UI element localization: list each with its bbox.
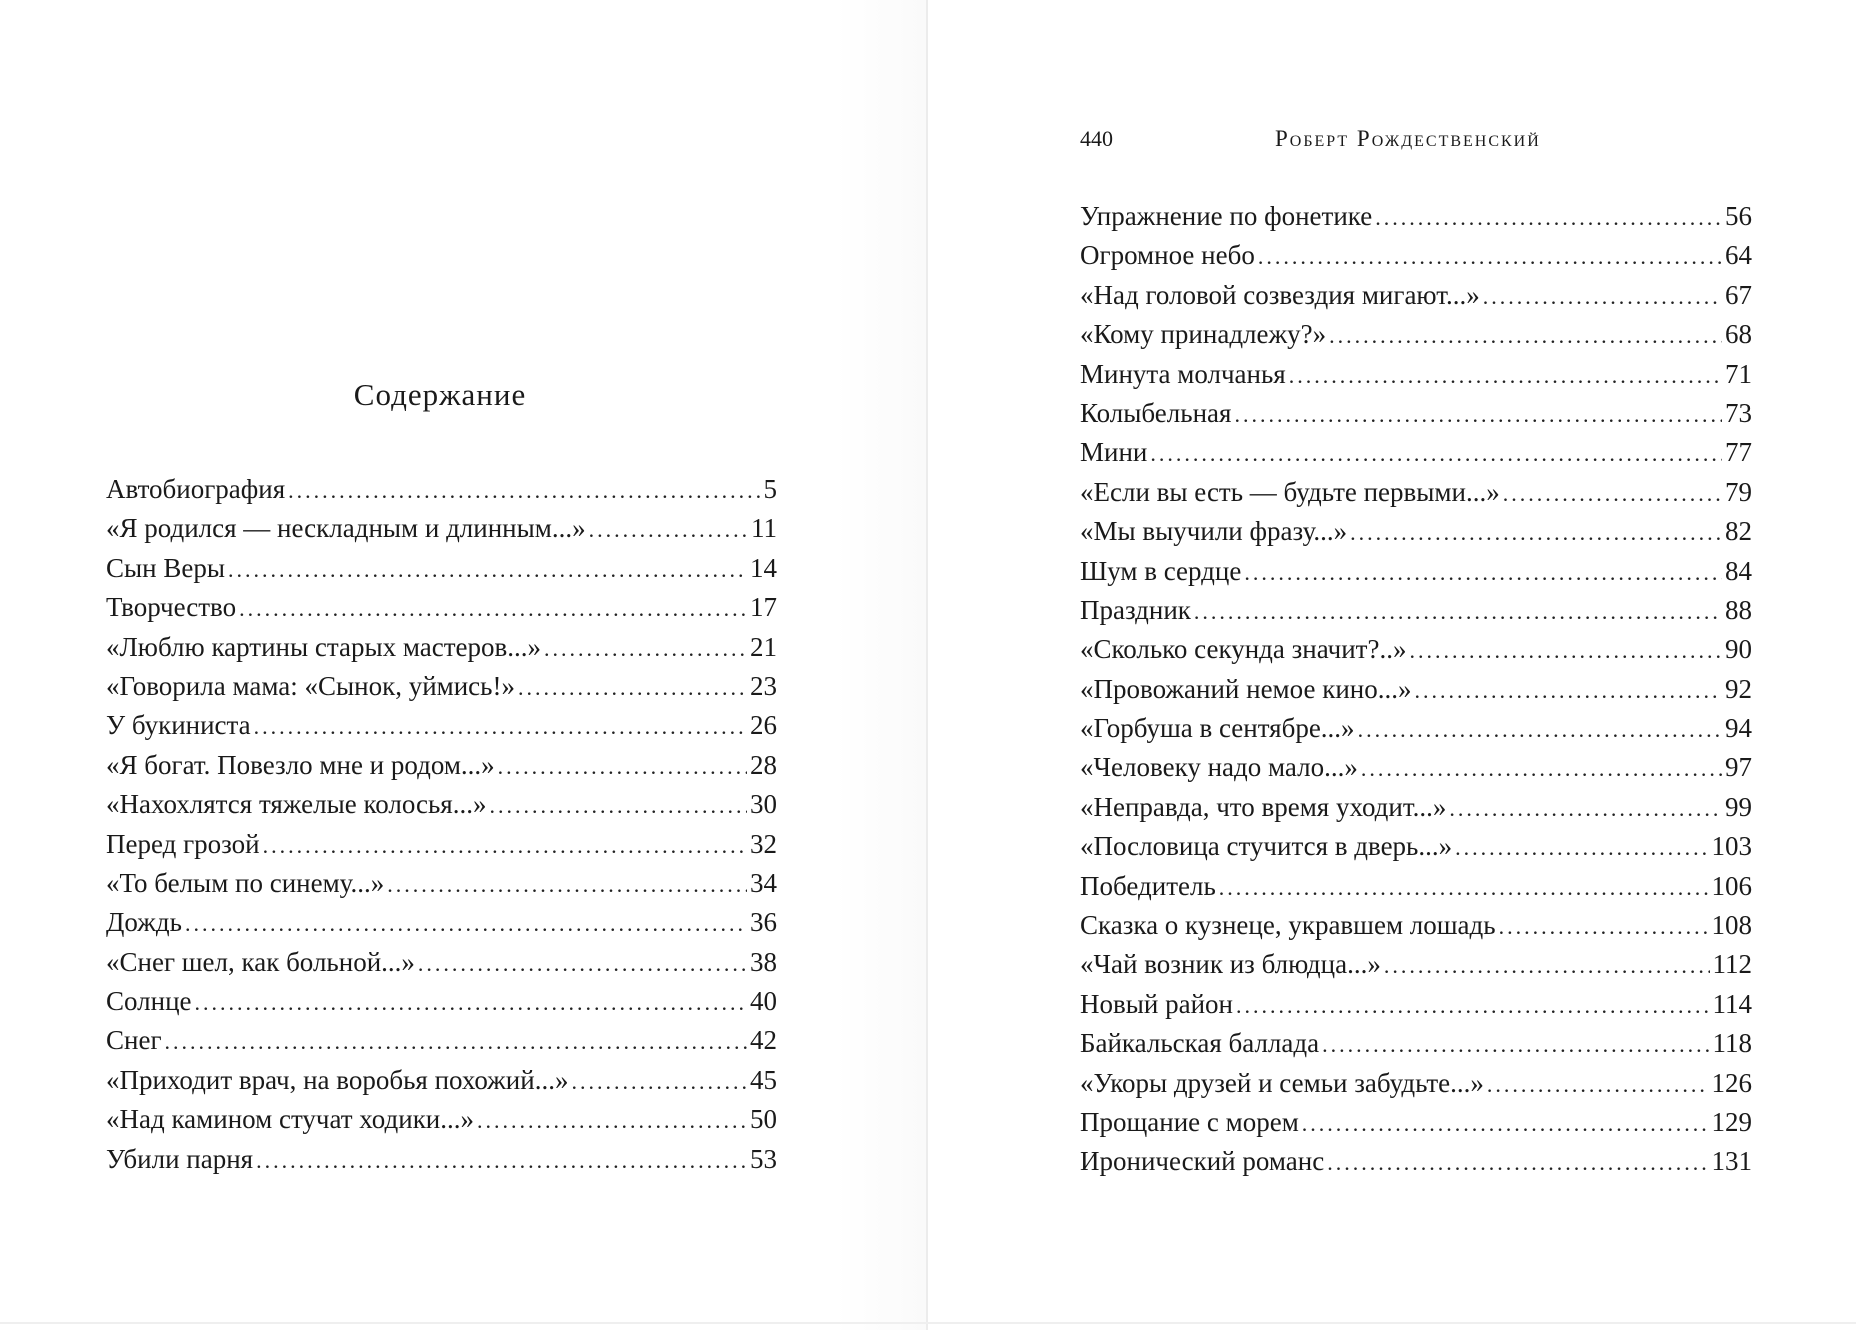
left-page (0, 0, 927, 1330)
toc-entry (1080, 394, 1752, 433)
toc-dot-leader (477, 1101, 747, 1140)
toc-entry-page: 129 (1711, 1106, 1752, 1137)
toc-dot-leader (1244, 553, 1722, 592)
toc-dot-leader (489, 786, 747, 825)
toc-entry-title: Шум в сердце (1080, 555, 1242, 586)
toc-entry-page: 67 (1725, 279, 1752, 310)
toc-entry (1080, 1142, 1752, 1181)
toc-entry-page: 14 (750, 552, 777, 583)
toc-entry-title: «Приходит врач, на воробья похожий...» (106, 1064, 569, 1095)
toc-entry-page: 26 (750, 710, 777, 741)
toc-entry-page: 32 (750, 828, 777, 859)
toc-dot-leader (1483, 277, 1722, 316)
toc-entry-page: 17 (750, 592, 777, 623)
toc-entry-page: 84 (1725, 555, 1752, 586)
toc-entry-title: «Неправда, что время уходит...» (1080, 791, 1447, 822)
toc-entry-page: 94 (1725, 713, 1752, 744)
toc-dot-leader (589, 510, 748, 549)
toc-dot-leader (1361, 749, 1722, 788)
toc-entry-page: 112 (1712, 949, 1752, 980)
page-bottom-edge (0, 1322, 1856, 1324)
toc-dot-leader (256, 1141, 747, 1180)
toc-entry-page: 88 (1725, 594, 1752, 625)
toc-dot-leader (571, 1062, 747, 1101)
toc-dot-leader (1375, 198, 1722, 237)
toc-entry-page: 73 (1725, 397, 1752, 428)
toc-entry (106, 1021, 777, 1060)
toc-entry-page: 90 (1725, 634, 1752, 665)
toc-entry-title: Снег (106, 1025, 162, 1056)
toc-entry-title: Творчество (106, 592, 237, 623)
toc-entry-title: «Мы выучили фразу...» (1080, 516, 1348, 547)
toc-entry-page: 42 (750, 1025, 777, 1056)
toc-entry-title: Дождь (106, 907, 182, 938)
toc-entry-title: Солнце (106, 986, 192, 1017)
toc-dot-leader (185, 904, 747, 943)
toc-entry (1080, 709, 1752, 748)
toc-entry-page: 106 (1711, 870, 1752, 901)
toc-entry-title: «Провожаний немое кино...» (1080, 673, 1412, 704)
toc-entry-title: «Сколько секунда значит?..» (1080, 634, 1407, 665)
toc-entry-title: У букиниста (106, 710, 251, 741)
toc-dot-leader (1503, 474, 1722, 513)
toc-entry-title: Огромное небо (1080, 240, 1255, 271)
toc-entry-page: 36 (750, 907, 777, 938)
toc-entry-page: 56 (1725, 201, 1752, 231)
toc-entry-page: 64 (1725, 240, 1752, 271)
toc-dot-leader (1322, 1025, 1709, 1064)
toc-dot-leader (228, 550, 747, 589)
toc-entry-page: 53 (750, 1143, 777, 1174)
toc-entry-title: Байкальская баллада (1080, 1028, 1320, 1059)
toc-entry-page: 45 (750, 1064, 777, 1095)
toc-entry (106, 628, 777, 667)
toc-dot-leader (254, 707, 747, 746)
toc-list-left (106, 470, 777, 1179)
toc-entry-title: «Если вы есть — будьте первыми...» (1080, 476, 1500, 507)
toc-entry-title: Прощание с морем (1080, 1106, 1299, 1137)
toc-dot-leader (1358, 710, 1722, 749)
toc-dot-leader (1236, 986, 1710, 1025)
toc-entry-page: 108 (1711, 910, 1752, 941)
toc-entry (106, 588, 777, 627)
toc-entry (1080, 748, 1752, 787)
toc-dot-leader (1449, 789, 1722, 828)
toc-entry (1080, 985, 1752, 1024)
toc-entry (106, 509, 777, 548)
toc-dot-leader (1258, 237, 1722, 276)
toc-entry-title: Сказка о кузнеце, укравшем лошадь (1080, 910, 1496, 941)
toc-entry-page: 68 (1725, 319, 1752, 350)
toc-entry-page: 118 (1712, 1028, 1752, 1059)
toc-entry (1080, 1024, 1752, 1063)
toc-dot-leader (1409, 631, 1722, 670)
toc-entry (106, 1100, 777, 1139)
page-title: Содержание (353, 376, 527, 412)
toc-entry-title: Упражнение по фонетике (1080, 201, 1373, 231)
toc-dot-leader (1487, 1065, 1709, 1104)
toc-entry-title: «Люблю картины старых мастеров...» (106, 631, 542, 662)
toc-entry (1080, 906, 1752, 945)
toc-entry (1080, 512, 1752, 551)
toc-entry-title: Сын Веры (106, 552, 225, 583)
toc-entry-page: 131 (1711, 1146, 1752, 1177)
toc-entry-title: «Человеку надо мало...» (1080, 752, 1358, 783)
toc-dot-leader (1289, 356, 1722, 395)
toc-entry-page: 30 (750, 789, 777, 820)
toc-entry-page: 23 (750, 670, 777, 701)
toc-entry-title: Колыбельная (1080, 397, 1232, 428)
toc-list-right (1080, 197, 1752, 1182)
toc-entry-page: 97 (1725, 752, 1752, 783)
toc-entry-page: 21 (750, 631, 777, 662)
toc-entry-page: 114 (1712, 988, 1752, 1019)
toc-entry-page: 92 (1725, 673, 1752, 704)
toc-entry (1080, 355, 1752, 394)
toc-entry-title: Новый район (1080, 988, 1233, 1019)
toc-entry-page: 99 (1725, 791, 1752, 822)
toc-dot-leader (387, 865, 747, 904)
toc-dot-leader (1414, 671, 1722, 710)
toc-dot-leader (1329, 316, 1722, 355)
toc-entry-title: «Говорила мама: «Сынок, уймись!» (106, 670, 515, 701)
toc-entry-page: 79 (1725, 476, 1752, 507)
toc-entry (1080, 1064, 1752, 1103)
toc-entry (1080, 1103, 1752, 1142)
toc-entry-page: 28 (750, 749, 777, 780)
toc-entry-title: «То белым по синему...» (106, 867, 385, 898)
toc-entry (106, 903, 777, 942)
toc-entry-page: 50 (750, 1104, 777, 1135)
toc-entry-title: «Кому принадлежу?» (1080, 319, 1327, 350)
toc-entry-page: 103 (1711, 831, 1752, 862)
toc-entry (106, 746, 777, 785)
toc-entry-title: Перед грозой (106, 828, 260, 859)
toc-dot-leader (239, 589, 747, 628)
toc-entry (1080, 827, 1752, 866)
toc-entry (1080, 433, 1752, 472)
toc-entry-page: 34 (750, 867, 777, 898)
toc-entry (106, 785, 777, 824)
toc-entry-title: Минута молчанья (1080, 358, 1286, 389)
toc-entry-page: 71 (1725, 358, 1752, 389)
toc-entry (1080, 236, 1752, 275)
toc-dot-leader (418, 944, 747, 983)
toc-entry-page: 77 (1725, 437, 1752, 468)
toc-dot-leader (1302, 1104, 1709, 1143)
toc-entry (1080, 945, 1752, 984)
toc-entry-title: «Я богат. Повезло мне и родом...» (106, 749, 495, 780)
toc-dot-leader (195, 983, 747, 1022)
toc-entry-title: «Над головой созвездия мигают...» (1080, 279, 1480, 310)
toc-entry-page: 11 (751, 513, 777, 544)
toc-dot-leader (1327, 1143, 1708, 1182)
toc-entry-title: «Над камином стучат ходики...» (106, 1104, 475, 1135)
toc-entry (1080, 788, 1752, 827)
toc-entry-page: 126 (1711, 1067, 1752, 1098)
toc-entry-title: «Пословица стучится в дверь...» (1080, 831, 1453, 862)
toc-entry-title: Иронический романс (1080, 1146, 1325, 1177)
toc-entry-page: 40 (750, 986, 777, 1017)
toc-entry-page: 5 (763, 474, 777, 504)
toc-entry (106, 864, 777, 903)
toc-entry (106, 470, 777, 509)
toc-entry (106, 667, 777, 706)
toc-entry (106, 982, 777, 1021)
page-number: 440 (1080, 126, 1113, 151)
toc-entry-title: «Я родился — нескладным и длинным...» (106, 513, 586, 544)
toc-dot-leader (1455, 828, 1708, 867)
toc-entry (1080, 473, 1752, 512)
toc-entry-title: «Чай возник из блюдца...» (1080, 949, 1381, 980)
toc-dot-leader (498, 747, 747, 786)
toc-entry (106, 825, 777, 864)
toc-entry-title: «Горбуша в сентябре...» (1080, 713, 1355, 744)
toc-entry (1080, 315, 1752, 354)
toc-dot-leader (1350, 513, 1722, 552)
toc-entry (1080, 867, 1752, 906)
toc-entry-title: «Нахохлятся тяжелые колосья...» (106, 789, 487, 820)
toc-entry-title: «Укоры друзей и семьи забудьте...» (1080, 1067, 1484, 1098)
toc-dot-leader (165, 1022, 747, 1061)
toc-dot-leader (1219, 868, 1709, 907)
toc-entry-title: Праздник (1080, 594, 1191, 625)
toc-entry (106, 943, 777, 982)
toc-entry (1080, 591, 1752, 630)
toc-entry-title: Победитель (1080, 870, 1216, 901)
toc-entry-title: Убили парня (106, 1143, 254, 1174)
toc-dot-leader (263, 826, 747, 865)
toc-dot-leader (518, 668, 747, 707)
toc-entry (1080, 276, 1752, 315)
toc-entry (1080, 197, 1752, 236)
toc-entry (106, 706, 777, 745)
toc-entry-page: 38 (750, 946, 777, 977)
toc-dot-leader (1384, 946, 1710, 985)
toc-entry-page: 82 (1725, 516, 1752, 547)
toc-entry (1080, 630, 1752, 669)
toc-dot-leader (1194, 592, 1722, 631)
toc-dot-leader (288, 471, 760, 510)
toc-entry (106, 1140, 777, 1179)
toc-dot-leader (1234, 395, 1722, 434)
toc-dot-leader (544, 629, 747, 668)
toc-entry (1080, 670, 1752, 709)
toc-dot-leader (1150, 434, 1722, 473)
toc-dot-leader (1499, 907, 1709, 946)
toc-entry (106, 1061, 777, 1100)
toc-entry-title: Автобиография (106, 474, 286, 504)
toc-entry (106, 549, 777, 588)
author-name: Роберт Рождественский (1275, 126, 1541, 151)
toc-entry-title: «Снег шел, как больной...» (106, 946, 415, 977)
toc-entry-title: Мини (1080, 437, 1148, 468)
toc-entry (1080, 552, 1752, 591)
